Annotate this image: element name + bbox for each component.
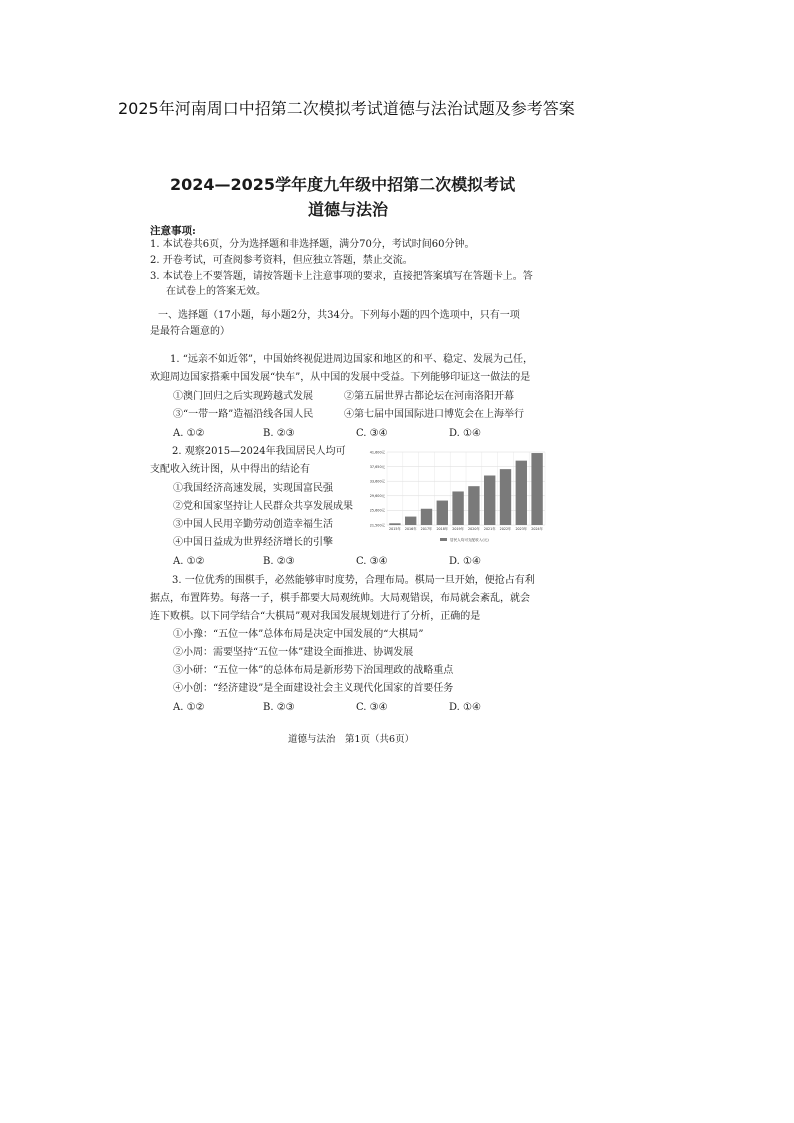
q3-stem: 3. 一位优秀的围棋手，必然能够审时度势，合理布局。棋局一旦开始，便抢占有利 xyxy=(172,575,535,586)
q2-statement-2: ②党和国家坚持让人民群众共享发展成果 xyxy=(173,501,353,512)
chart-x-tick-label: 2020年 xyxy=(468,527,480,531)
chart-x-tick-label: 2022年 xyxy=(499,527,512,531)
document-title: 2025年河南周口中招第二次模拟考试道德与法治试题及参考答案 xyxy=(118,99,575,118)
notice-item-3: 3. 本试卷上不要答题，请按答题卡上注意事项的要求，直接把答案填写在答题卡上。答 xyxy=(150,271,533,282)
q2-option-c: C. ③④ xyxy=(356,556,388,567)
chart-x-tick-label: 2018年 xyxy=(436,527,449,531)
chart-bar xyxy=(421,509,432,525)
q3-stem-cont-2: 连下败棋。以下同学结合“大棋局”观对我国发展规划进行了分析，正确的是 xyxy=(150,611,481,622)
q2-option-d: D. ①④ xyxy=(449,556,481,567)
chart-x-tick-label: 2017年 xyxy=(420,527,433,531)
q1-stem-cont: 欢迎周边国家搭乘中国发展“快车”，从中国的发展中受益。下列能够印证这一做法的是 xyxy=(150,372,531,383)
notice-heading: 注意事项: xyxy=(150,225,196,237)
chart-x-tick-label: 2024年 xyxy=(531,527,543,531)
chart-bar xyxy=(437,501,448,525)
chart-bar xyxy=(389,523,400,525)
q2-statement-3: ③中国人民用辛勤劳动创造幸福生活 xyxy=(173,519,333,530)
chart-x-tick-label: 2015年 xyxy=(389,527,401,531)
q1-statement-4: ④第七届中国国际进口博览会在上海举行 xyxy=(344,409,524,420)
chart-bar xyxy=(452,491,463,525)
chart-y-tick-label: 21,500元 xyxy=(369,523,385,528)
chart-bar xyxy=(484,476,495,525)
q2-statement-4: ④中国日益成为世界经济增长的引擎 xyxy=(173,537,333,548)
q2-stem-cont: 支配收入统计图，从中得出的结论有 xyxy=(150,464,310,475)
chart-y-tick-label: 25,600元 xyxy=(369,508,385,513)
q2-option-b: B. ②③ xyxy=(263,556,295,567)
chart-x-tick-label: 2019年 xyxy=(452,527,464,531)
chart-bar xyxy=(516,461,527,525)
income-bar-chart xyxy=(365,446,547,546)
page-footer: 道德与法治 第1页（共6页） xyxy=(288,734,415,745)
section-heading-cont: 是最符合题意的） xyxy=(150,326,230,337)
q1-statement-1: ①澳门回归之后实现跨越式发展 xyxy=(173,391,313,402)
q3-option-a: A. ①② xyxy=(173,702,205,713)
notice-item-1: 1. 本试卷共6页，分为选择题和非选择题，满分70分，考试时间60分钟。 xyxy=(150,239,475,250)
chart-y-tick-label: 29,600元 xyxy=(369,494,385,499)
legend-swatch xyxy=(440,538,447,541)
chart-y-tick-label: 41,600元 xyxy=(369,450,385,455)
q3-statement-4: ④小创：“经济建设”是全面建设社会主义现代化国家的首要任务 xyxy=(173,683,454,694)
chart-y-tick-label: 37,650元 xyxy=(369,464,385,469)
chart-bar xyxy=(500,469,511,525)
section-heading: 一、选择题（17小题，每小题2分，共34分。下列每小题的四个选项中，只有一项 xyxy=(158,310,520,321)
q3-option-d: D. ①④ xyxy=(449,702,481,713)
chart-x-tick-label: 2016年 xyxy=(404,527,417,531)
q3-statement-3: ③小研：“五位一体”的总体布局是新形势下治国理政的战略重点 xyxy=(173,665,454,676)
exam-subject: 道德与法治 xyxy=(308,200,389,219)
q1-option-d: D. ①④ xyxy=(449,428,481,439)
q1-statement-3: ③“一带一路”造福沿线各国人民 xyxy=(173,409,314,420)
q3-statement-1: ①小豫：“五位一体”总体布局是决定中国发展的“大棋局” xyxy=(173,629,424,640)
chart-x-tick-label: 2023年 xyxy=(515,527,528,531)
q3-option-b: B. ②③ xyxy=(263,702,295,713)
notice-item-3-cont: 在试卷上的答案无效。 xyxy=(166,286,266,297)
chart-x-tick-label: 2021年 xyxy=(483,527,496,531)
q1-option-c: C. ③④ xyxy=(356,428,388,439)
q2-option-a: A. ①② xyxy=(173,556,205,567)
q1-stem: 1. “远亲不如近邻”，中国始终视促进周边国家和地区的和平、稳定、发展为己任， xyxy=(170,354,533,365)
chart-y-tick-label: 33,600元 xyxy=(369,479,385,484)
q1-option-a: A. ①② xyxy=(173,428,205,439)
q3-stem-cont: 据点，布置阵势。每落一子，棋手都要大局观统帅。大局观错误，布局就会紊乱，就会 xyxy=(150,593,530,604)
q2-stem: 2. 观察2015—2024年我国居民人均可 xyxy=(172,446,346,457)
q3-option-c: C. ③④ xyxy=(356,702,388,713)
chart-bar xyxy=(405,517,416,525)
chart-legend-label: 居民人均可支配收入(元) xyxy=(450,538,489,542)
q1-statement-2: ②第五届世界古都论坛在河南洛阳开幕 xyxy=(344,391,514,402)
q3-statement-2: ②小周：需要坚持“五位一体”建设全面推进、协调发展 xyxy=(173,647,414,658)
exam-title: 2024—2025学年度九年级中招第二次模拟考试 xyxy=(170,175,516,194)
q1-option-b: B. ②③ xyxy=(263,428,295,439)
chart-bar xyxy=(468,486,479,525)
chart-bar xyxy=(531,453,542,525)
notice-item-2: 2. 开卷考试，可查阅参考资料，但应独立答题，禁止交流。 xyxy=(150,255,413,266)
q2-statement-1: ①我国经济高速发展，实现国富民强 xyxy=(173,483,333,494)
